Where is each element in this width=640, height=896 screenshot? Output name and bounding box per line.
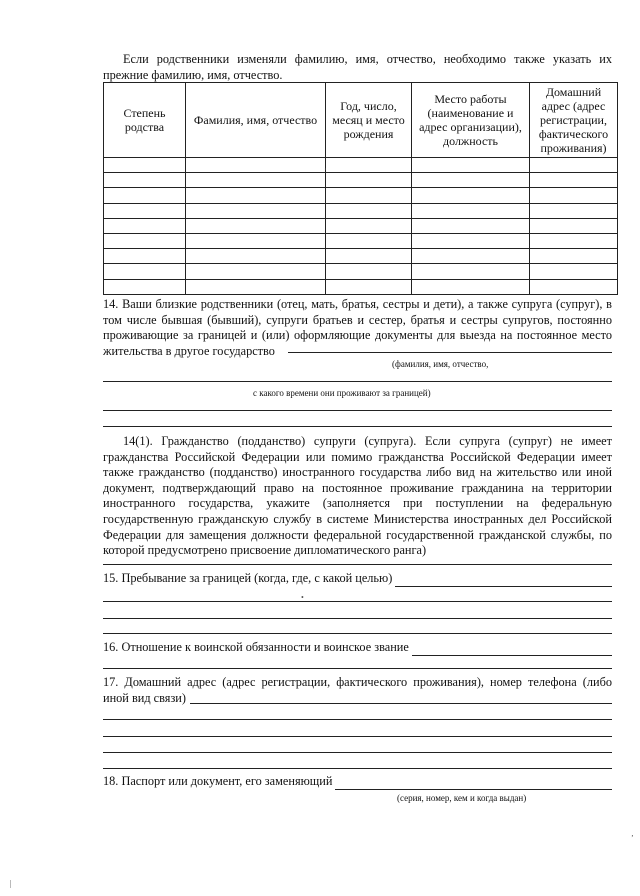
q18-row bbox=[103, 774, 612, 790]
q14-caption-since: с какого времени они проживают за границей) bbox=[253, 388, 431, 398]
table-header-row bbox=[104, 83, 618, 158]
header-relation-degree: Степень родства bbox=[104, 83, 186, 158]
table-row[interactable] bbox=[104, 218, 618, 233]
header-workplace: Место работы (наименование и адрес организации), должность bbox=[412, 83, 530, 158]
q17-answer-line-3[interactable] bbox=[103, 736, 612, 737]
q18-answer-line[interactable] bbox=[335, 777, 612, 790]
scan-speck: • bbox=[301, 593, 304, 602]
q15-answer-line-4[interactable] bbox=[103, 633, 612, 634]
q14-answer-line-3[interactable] bbox=[103, 410, 612, 411]
q17-answer-line-2[interactable] bbox=[103, 719, 612, 720]
table-row[interactable] bbox=[104, 279, 618, 294]
q18-text: 18. Паспорт или документ, его заменяющий bbox=[103, 774, 333, 788]
table-row[interactable] bbox=[104, 249, 618, 264]
q17-answer-line-1[interactable] bbox=[190, 703, 612, 704]
q16-answer-line-1[interactable] bbox=[412, 643, 612, 656]
table-row[interactable] bbox=[104, 233, 618, 248]
q15-row bbox=[103, 571, 612, 587]
header-birth-date-place: Год, число, месяц и место рождения bbox=[326, 83, 412, 158]
table-row[interactable] bbox=[104, 158, 618, 173]
q14-answer-line-4[interactable] bbox=[103, 426, 612, 427]
q14-text: 14. Ваши близкие родственники (отец, мать, братья, сестры и дети), а также супруга (супруг), в том числе бывшая (бывший), супруги братьев и сестер, братья и сестры супругов, постоянно проживающие за границей и (или) оформляющие документы для выезда на постоянное место жительства в другое государство bbox=[103, 297, 612, 358]
q16-row bbox=[103, 640, 612, 656]
header-home-address: Домашний адрес (адрес регистрации, фактического проживания) bbox=[530, 83, 618, 158]
q15-answer-line-1[interactable] bbox=[395, 574, 612, 587]
scan-speck: ‚ bbox=[631, 829, 634, 838]
table-row[interactable] bbox=[104, 188, 618, 203]
q15-answer-line-3[interactable] bbox=[103, 618, 612, 619]
relatives-name-change-note: Если родственники изменяли фамилию, имя, отчество, необходимо также указать их прежние фамилию, имя, отчество. bbox=[103, 52, 612, 82]
q16-answer-line-2[interactable] bbox=[103, 668, 612, 669]
q14-answer-line-1[interactable] bbox=[288, 352, 612, 353]
q14-answer-line-2[interactable] bbox=[103, 381, 612, 382]
q15-text: 15. Пребывание за границей (когда, где, с какой целью) bbox=[103, 571, 393, 585]
q17-text: 17. Домашний адрес (адрес регистрации, фактического проживания), номер телефона (либо иной вид связи) bbox=[103, 675, 612, 705]
header-full-name: Фамилия, имя, отчество bbox=[186, 83, 326, 158]
q15-answer-line-2[interactable] bbox=[103, 601, 612, 602]
scan-speck: | bbox=[10, 879, 12, 888]
q14-1-text: 14(1). Гражданство (подданство) супруги (супруга). Если супруга (супруг) не имеет гражданства Российской Федерации или помимо гражданства Российской Федерации имеет также гражданство (подданство) иностранного государства либо вид на жительство или иной документ, подтверждающий право на постоянное проживание гражданина на территории иностранного государства, укажите (заполняется при поступлении на федеральную государственную гражданскую службу в системе Министерства иностранных дел Российской Федерации для замещения должности федеральной государственной гражданской службы, по которой предусмотрено присвоение дипломатического ранга) bbox=[103, 434, 612, 558]
q18-caption: (серия, номер, кем и когда выдан) bbox=[397, 793, 527, 803]
scan-speck: · bbox=[324, 165, 327, 174]
table-row[interactable] bbox=[104, 173, 618, 188]
table-row[interactable] bbox=[104, 203, 618, 218]
q17-answer-line-4[interactable] bbox=[103, 752, 612, 753]
q17-answer-line-5[interactable] bbox=[103, 768, 612, 769]
relatives-table bbox=[103, 82, 618, 295]
q16-text: 16. Отношение к воинской обязанности и воинское звание bbox=[103, 640, 409, 654]
table-row[interactable] bbox=[104, 264, 618, 279]
q14-caption-name: (фамилия, имя, отчество, bbox=[392, 359, 489, 369]
q14-1-answer-line[interactable] bbox=[103, 564, 612, 565]
